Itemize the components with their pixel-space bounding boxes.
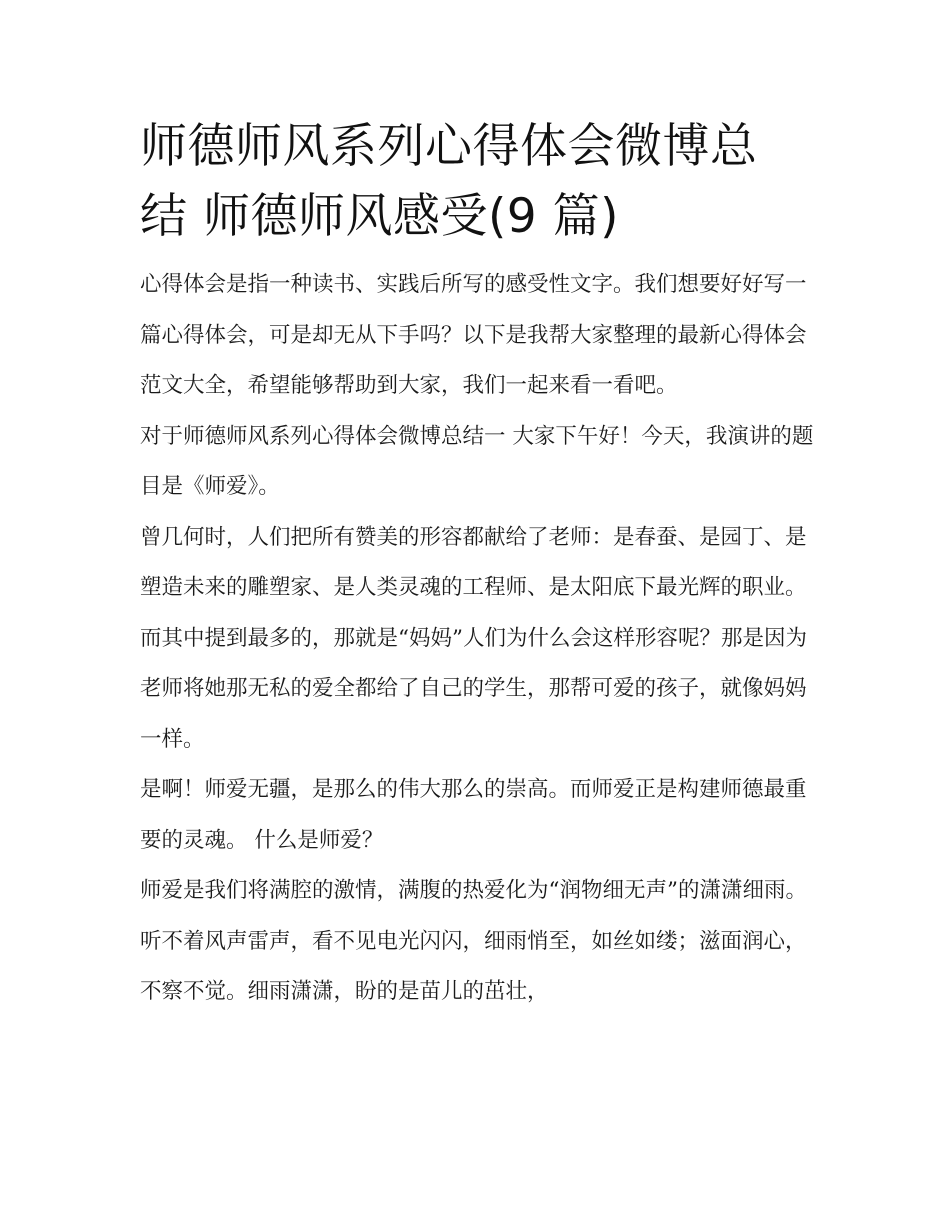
paragraph-drizzle: 师爱是我们将满腔的激情，满腹的热爱化为“润物细无声”的潇潇细雨。听不着风声雷声，看不见电光闪闪，细雨悄至，如丝如缕；滋面润心，不察不觉。细雨潇潇，盼的是苗儿的茁壮， xyxy=(140,878,807,1004)
title-line-1: 师德师风系列心得体会微博总 xyxy=(140,119,758,174)
paragraph-teacher-metaphors: 曾几何时，人们把所有赞美的形容都献给了老师：是春蚕、是园丁、是塑造未来的雕塑家、是人类灵魂的工程师、是太阳底下最光辉的职业。而其中提到最多的，那就是“妈妈”人们为什么会这样形容呢？那是因为老师将她那无私的爱全都给了自己的学生，那帮可爱的孩子，就像妈妈一样。 xyxy=(140,524,807,752)
paragraph-speech-opening: 对于师德师风系列心得体会微博总结一 大家下午好！今天，我演讲的题目是《师爱》。 xyxy=(140,423,814,499)
document-title xyxy=(140,112,815,252)
paragraph-intro: 心得体会是指一种读书、实践后所写的感受性文字。我们想要好好写一篇心得体会，可是却无从下手吗？以下是我帮大家整理的最新心得体会范文大全，希望能够帮助到大家，我们一起来看一看吧。 xyxy=(140,272,807,398)
title-line-2: 结 师德师风感受(9 篇) xyxy=(140,189,619,244)
paragraph-teacher-love: 是啊！师爱无疆，是那么的伟大那么的崇高。而师爱正是构建师德最重要的灵魂。 什么是师爱？ xyxy=(140,777,807,853)
document-page xyxy=(140,112,815,1018)
